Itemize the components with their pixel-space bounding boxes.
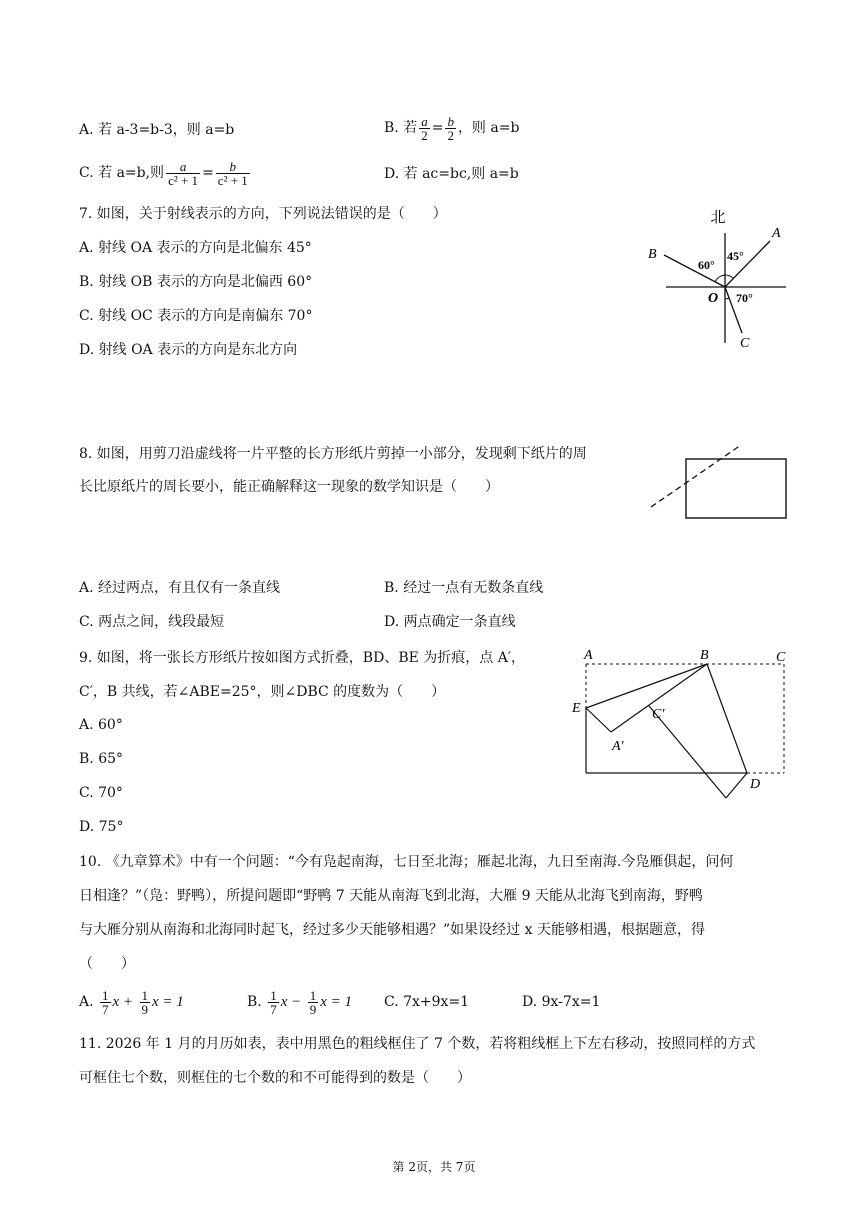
q10-stem-line4: （ ）: [79, 956, 135, 972]
q8-option-b: B. 经过一点有无数条直线: [384, 580, 544, 596]
north-label: 北: [710, 210, 726, 226]
q6-option-d: D. 若 ac=bc,则 a=b: [384, 166, 519, 182]
q10-option-c: C. 7x+9x=1: [384, 994, 470, 1010]
q9-option-a: A. 60°: [79, 717, 123, 733]
point-d-label: D: [750, 777, 761, 792]
q10-option-b: B. $\frac{1}{7}$ x − $\frac{1}{9}$ x = 1: [247, 987, 352, 1017]
q8-option-d: D. 两点确定一条直线: [384, 614, 516, 630]
point-c-label: C: [776, 650, 786, 665]
point-b-label: B: [700, 648, 709, 663]
q9-option-c: C. 70°: [79, 785, 123, 801]
q6-option-a: A. 若 a-3=b-3，则 a=b: [79, 122, 235, 138]
q8-option-c: C. 两点之间，线段最短: [79, 614, 225, 630]
ray-b-label: B: [648, 247, 657, 262]
q9-stem-line1: 9. 如图，将一张长方形纸片按如图方式折叠，BD、BE 为折痕，点 A′，: [79, 650, 526, 666]
q7-option-c: C. 射线 OC 表示的方向是南偏东 70°: [79, 308, 313, 324]
origin-o-label: O: [708, 291, 719, 306]
q8-stem-line1: 8. 如图，用剪刀沿虚线将一片平整的长方形纸片剪掉一小部分，发现剩下纸片的周: [79, 446, 587, 462]
point-c-prime-label: C′: [652, 707, 665, 722]
q9-stem-line2: C′，B 共线，若∠ABE=25°，则∠DBC 的度数为（ ）: [79, 684, 446, 700]
q7-option-d: D. 射线 OA 表示的方向是东北方向: [79, 342, 298, 358]
q9-option-b: B. 65°: [79, 751, 124, 767]
point-e-label: E: [572, 701, 581, 716]
point-a-prime-label: A′: [612, 739, 624, 754]
q10-stem-line1: 10. 《九章算术》中有一个问题：“今有凫起南海，七日至北海；雁起北海，九日至南海.今凫雁俱起，问何: [79, 854, 734, 870]
q10-stem-line3: 与大雁分别从南海和北海同时起飞，经过多少天能够相遇？”如果设经过 x 天能够相遇，根据题意，得: [79, 922, 705, 938]
q7-direction-figure: [640, 205, 800, 355]
q9-option-d: D. 75°: [79, 819, 124, 835]
q7-stem: 7. 如图，关于射线表示的方向，下列说法错误的是（ ）: [79, 206, 447, 222]
angle-60-label: 60°: [698, 258, 715, 272]
q10-stem-line2: 日相逢？”（凫：野鸭），所提问题即“野鸭 7 天能从南海飞到北海，大雁 9 天能从北海飞到南海，野鸭: [79, 888, 703, 904]
page-footer: 第 2页，共 7页: [392, 1160, 476, 1174]
q6-option-b: B. 若 $\frac{a}{2}$ = $\frac{b}{2}$ ，则 a=b: [384, 113, 520, 143]
q7-option-b: B. 射线 OB 表示的方向是北偏西 60°: [79, 274, 313, 290]
q7-option-a: A. 射线 OA 表示的方向是北偏东 45°: [79, 240, 312, 256]
q8-option-a: A. 经过两点，有且仅有一条直线: [79, 580, 281, 596]
ray-c-label: C: [740, 336, 750, 351]
q10-option-a: A. $\frac{1}{7}$ x + $\frac{1}{9}$ x = 1: [79, 987, 184, 1017]
point-a-label: A: [584, 648, 593, 663]
q11-stem-line2: 可框住七个数，则框住的七个数的和不可能得到的数是（ ）: [79, 1070, 471, 1086]
q8-stem-line2: 长比原纸片的周长要小，能正确解释这一现象的数学知识是（ ）: [79, 479, 499, 495]
q10-option-d: D. 9x-7x=1: [522, 994, 601, 1010]
ray-a-label: A: [772, 226, 781, 241]
q6-option-c: C. 若 a=b,则 $\frac{a}{\text{c² + 1}}$ = $\frac{b}{\text{c² + 1}}$: [79, 158, 248, 188]
q11-stem-line1: 11. 2026 年 1 月的月历如表，表中用黑色的粗线框住了 7 个数，若将粗线框上下左右移动，按照同样的方式: [79, 1036, 756, 1052]
q9-folding-figure: [566, 642, 796, 802]
angle-45-label: 45°: [727, 249, 744, 263]
q8-rectangle-figure: [645, 443, 795, 523]
angle-70-label: 70°: [736, 291, 753, 305]
